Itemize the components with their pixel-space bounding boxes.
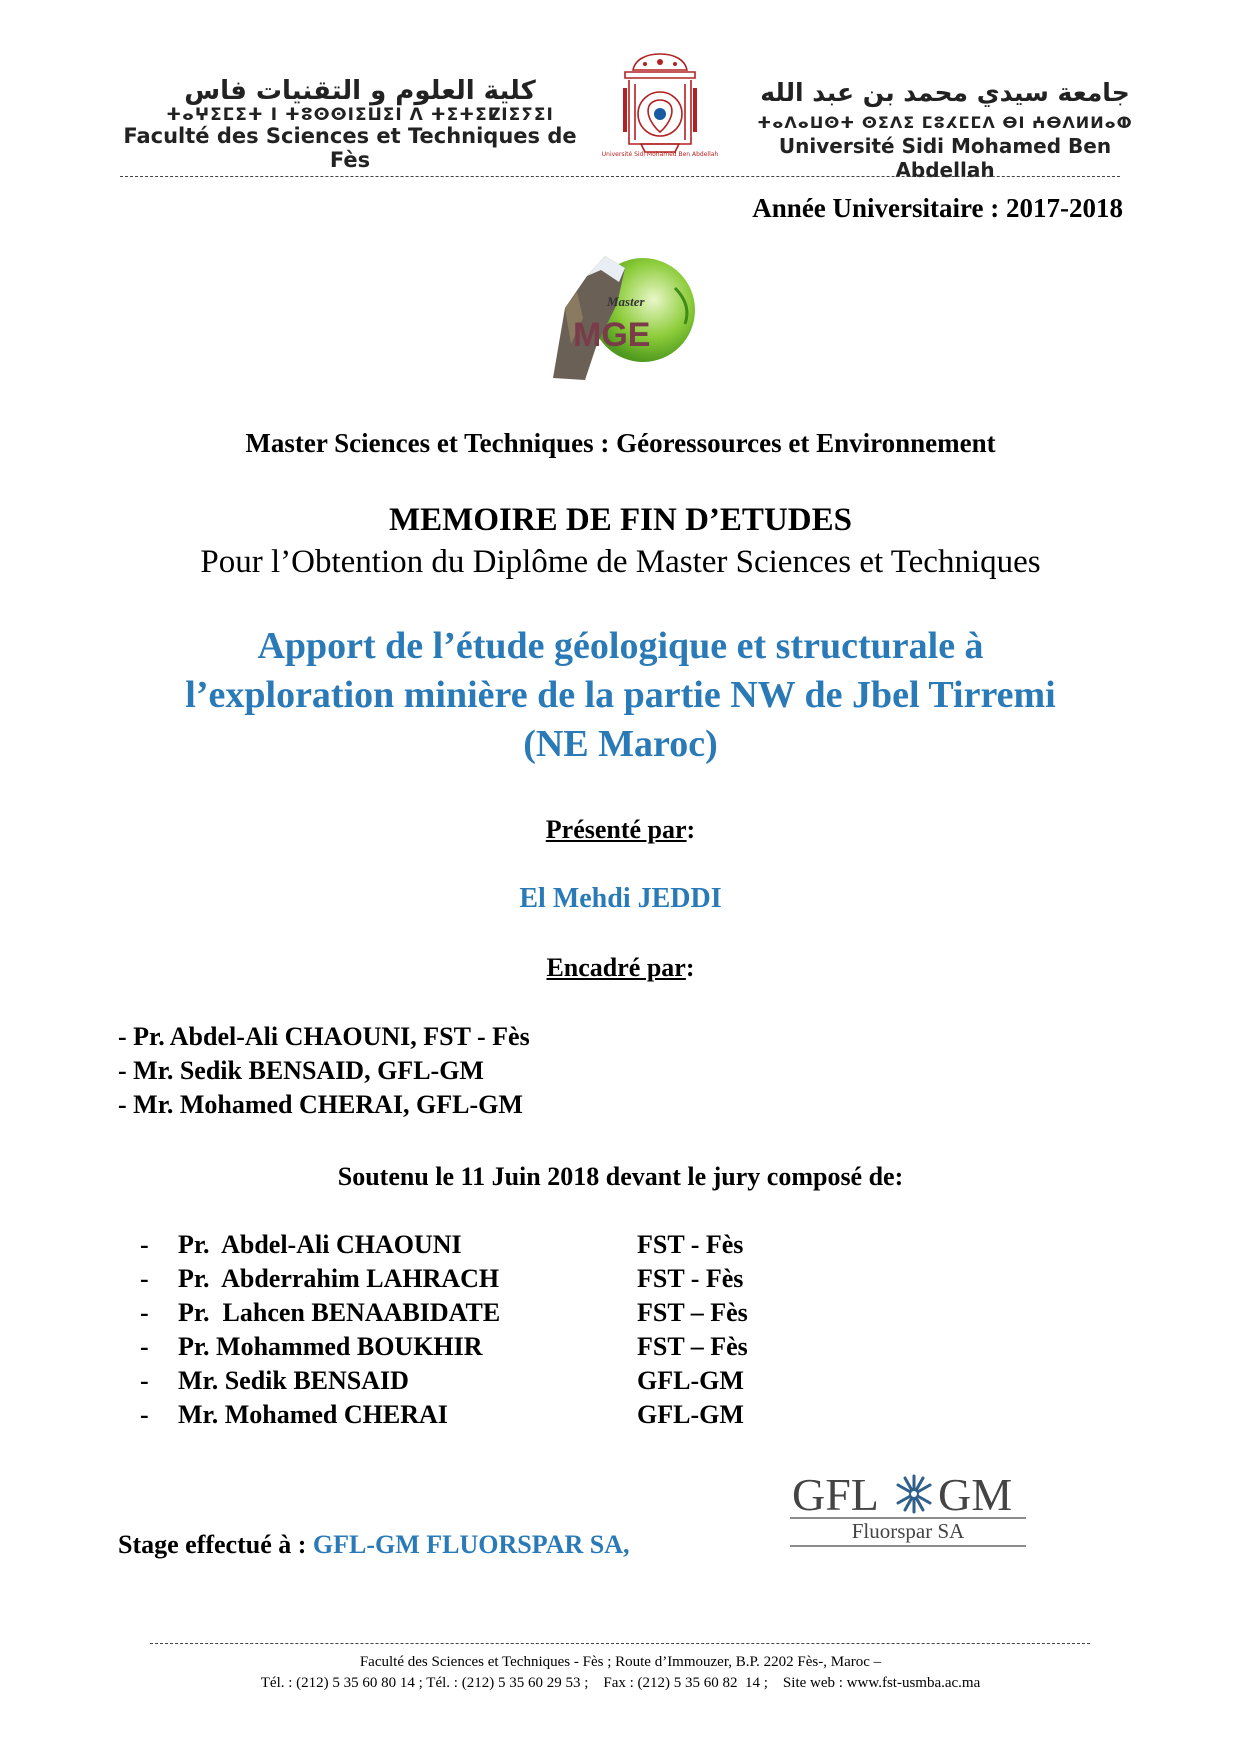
jury-member-name: Pr. Mohammed BOUKHIR [178,1332,483,1361]
defense-statement: Soutenu le 11 Juin 2018 devant le jury composé de: [337,1162,904,1191]
academic-year: Année Universitaire : 2017-2018 [752,193,1123,223]
gfl-gm-logo [790,1458,1030,1558]
jury-dash: - [140,1332,149,1361]
jury-dash: - [140,1366,149,1395]
presented-by-text: Présenté par [545,815,687,844]
jury-member-institution: FST - Fès [637,1264,744,1293]
internship-line [118,1530,630,1560]
supervisor-item: - Pr. Abdel-Ali CHAOUNI, FST - Fès [118,1022,530,1051]
mge-logo-small-text: Master [607,294,645,309]
supervised-by-text: Encadré par [546,953,686,982]
jury-dash: - [140,1264,149,1293]
faculty-name-arabic: كلية العلوم و التقنيات فاس [184,76,536,106]
emblem-caption: Université Sidi Mohamed Ben Abdellah [601,151,719,158]
jury-dash: - [140,1400,149,1429]
header-divider [120,176,1120,177]
jury-member-name: Mr. Sedik BENSAID [178,1366,409,1395]
supervised-by-label [0,953,1241,983]
jury-member-institution: FST – Fès [637,1298,748,1327]
thesis-title-line: (NE Maroc) [523,723,718,765]
jury-member-institution: FST – Fès [637,1332,748,1361]
footer-address: Faculté des Sciences et Techniques - Fès ; Route d’Immouzer, B.P. 2202 Fès-, Maroc – [359,1654,882,1670]
internship-company: GFL-GM FLUORSPAR SA, [312,1530,630,1559]
university-emblem-icon [605,48,715,164]
jury-member-institution: FST - Fès [637,1230,744,1259]
jury-member-institution: GFL-GM [637,1400,744,1429]
thesis-title-line: l’exploration minière de la partie NW de Jbel Tirremi [185,674,1056,716]
footer-contact: Tél. : (212) 5 35 60 80 14 ; Tél. : (212) 5 35 60 29 53 ; Fax : (212) 5 35 60 82 14 ; Site web : www.fst-usmba.ac.ma [260,1675,981,1691]
internship-label: Stage effectué à : [118,1530,307,1559]
gfl-logo-right-text: GM [938,1469,1013,1520]
gfl-logo-subtext: Fluorspar SA [851,1519,965,1543]
university-name-french: Université Sidi Mohamed Ben Abdellah [778,134,1112,182]
faculty-name-french: Faculté des Sciences et Techniques de Fès [123,124,577,172]
supervisor-item: - Mr. Sedik BENSAID, GFL-GM [118,1056,484,1085]
jury-member-name: Pr. Lahcen BENAABIDATE [178,1298,501,1327]
jury-member-name: Mr. Mohamed CHERAI [178,1400,448,1429]
jury-member-name: Pr. Abderrahim LAHRACH [178,1264,500,1293]
memoire-subtitle: Pour l’Obtention du Diplôme de Master Sciences et Techniques [200,544,1041,580]
presented-by-label [0,815,1241,845]
author-name: El Mehdi JEDDI [519,883,722,914]
jury-member-institution: GFL-GM [637,1366,744,1395]
mge-logo-big-text: MGE [573,316,651,354]
master-program: Master Sciences et Techniques : Géoressources et Environnement [245,428,996,458]
supervised-by-colon: : [685,953,695,982]
footer-divider [150,1643,1090,1644]
gfl-logo-left-text: GFL [792,1469,879,1520]
snowflake-icon [898,1476,930,1512]
jury-dash: - [140,1230,149,1259]
thesis-title-line: Apport de l’étude géologique et structurale à [257,625,984,667]
supervisor-item: - Mr. Mohamed CHERAI, GFL-GM [118,1090,523,1119]
faculty-name-tifinagh: ⵜⴰⵖⵉⵎⵉⵜ ⵏ ⵜⵓⵙⵙⵏⵉⵡⵉⵏ ⴷ ⵜⵉⵜⵉⵇⵏⵉⵢⵉⵏ [166,105,554,125]
presented-by-colon: : [686,815,696,844]
memoire-title: MEMOIRE DE FIN D’ETUDES [389,502,852,538]
university-name-arabic: جامعة سيدي محمد بن عبد الله [760,78,1130,107]
jury-member-name: Pr. Abdel-Ali CHAOUNI [178,1230,462,1259]
mge-logo [525,248,720,388]
jury-dash: - [140,1298,149,1327]
university-name-tifinagh: ⵜⴰⴷⴰⵡⵙⵜ ⵙⵉⴷⵉ ⵎⵓⵃⵎⵎⴷ ⴱⵏ ⵄⴱⴷⵍⵍⴰⵀ [757,113,1133,132]
